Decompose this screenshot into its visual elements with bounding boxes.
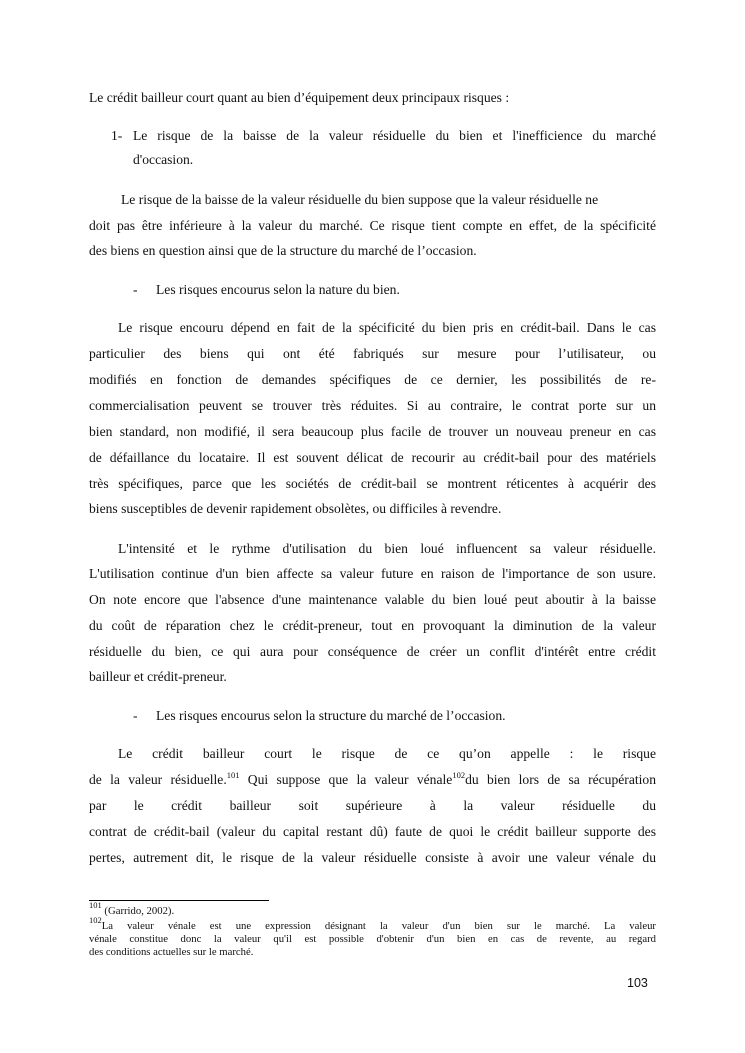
paragraph-line: L'utilisation continue d'un bien affecte sa valeur future en raison de l'importance de son usure. <box>89 566 656 581</box>
footnote-text: (Garrido, 2002). <box>101 905 175 917</box>
numbered-item-line: Le risque de la baisse de la valeur résiduelle du bien et l'inefficience du marché <box>133 128 656 143</box>
text-segment: du bien lors de sa récupération <box>465 772 656 787</box>
paragraph-line: Le crédit bailleur court le risque de ce qu’on appelle : le risque <box>118 746 656 761</box>
paragraph-line: résiduelle du bien, ce qui aura pour conséquence de créer un conflit d'intérêt entre crédit <box>89 644 656 659</box>
paragraph-line: des biens en question ainsi que de la structure du marché de l’occasion. <box>89 243 477 258</box>
text-segment: de la valeur résiduelle. <box>89 772 227 787</box>
paragraph-line: doit pas être inférieure à la valeur du marché. Ce risque tient compte en effet, de la spécificité <box>89 218 656 233</box>
paragraph-line: bien standard, non modifié, il sera beaucoup plus facile de trouver un nouveau preneur en cas <box>89 424 656 439</box>
paragraph-line: commercialisation peuvent se trouver très réduites. Si au contraire, le contrat porte sur un <box>89 398 656 413</box>
bullet-text: Les risques encourus selon la nature du bien. <box>156 282 400 297</box>
paragraph-line: pertes, autrement dit, le risque de la valeur résiduelle consiste à avoir une valeur vénale du <box>89 850 656 865</box>
paragraph-line: Le risque de la baisse de la valeur résiduelle du bien suppose que la valeur résiduelle ne <box>121 192 599 207</box>
bullet-dash: - <box>133 282 138 297</box>
paragraph-line: On note encore que l'absence d'une maintenance valable du bien loué peut aboutir à la baisse <box>89 592 656 607</box>
paragraph-line: très spécifiques, parce que les sociétés de crédit-bail se montrent réticentes à acquérir des <box>89 476 656 491</box>
footnote-102-line: vénale constitue donc la valeur qu'il est possible d'obtenir d'un bien en cas de revente, au regard <box>89 933 656 945</box>
paragraph-line: modifiés en fonction de demandes spécifiques de ce dernier, les possibilités de re- <box>89 372 656 387</box>
paragraph-line: Le risque encouru dépend en fait de la spécificité du bien pris en crédit-bail. Dans le cas <box>118 320 656 335</box>
footnote-separator <box>89 900 269 901</box>
paragraph-line: particulier des biens qui ont été fabriqués sur mesure pour l’utilisateur, ou <box>89 346 656 361</box>
paragraph-line: biens susceptibles de devenir rapidement obsolètes, ou difficiles à revendre. <box>89 501 502 516</box>
footnote-number: 101 <box>89 900 102 910</box>
paragraph-line: du coût de réparation chez le crédit-preneur, tout en provoquant la diminution de la valeur <box>89 618 656 633</box>
footnote-text: La valeur vénale est une expression désignant la valeur d'un bien sur le marché. La valeur <box>101 920 656 932</box>
footnote-number: 102 <box>89 915 102 925</box>
numbered-item-line: d'occasion. <box>133 152 194 167</box>
footnote-ref-102[interactable]: 102 <box>452 770 466 780</box>
paragraph-line: par le crédit bailleur soit supérieure à la valeur résiduelle du <box>89 798 656 813</box>
bullet-text: Les risques encourus selon la structure du marché de l’occasion. <box>156 708 506 723</box>
bullet-dash: - <box>133 708 138 723</box>
paragraph-line: contrat de crédit-bail (valeur du capital restant dû) faute de quoi le crédit bailleur supporte des <box>89 824 656 839</box>
page-number: 103 <box>627 976 648 990</box>
footnote-102-line: des conditions actuelles sur le marché. <box>89 946 254 958</box>
footnote-102-line <box>89 915 656 932</box>
intro-sentence: Le crédit bailleur court quant au bien d’équipement deux principaux risques : <box>89 90 510 105</box>
paragraph-line: bailleur et crédit-preneur. <box>89 669 227 684</box>
footnote-ref-101[interactable]: 101 <box>226 770 240 780</box>
paragraph-line: de défaillance du locataire. Il est souvent délicat de recourir au crédit-bail pour des matériels <box>89 450 656 465</box>
text-segment: Qui suppose que la valeur vénale <box>239 772 453 787</box>
numbered-item-number: 1- <box>111 128 123 143</box>
paragraph-line: L'intensité et le rythme d'utilisation du bien loué influencent sa valeur résiduelle. <box>118 541 656 556</box>
paragraph-line-with-footnote-refs <box>89 772 656 788</box>
